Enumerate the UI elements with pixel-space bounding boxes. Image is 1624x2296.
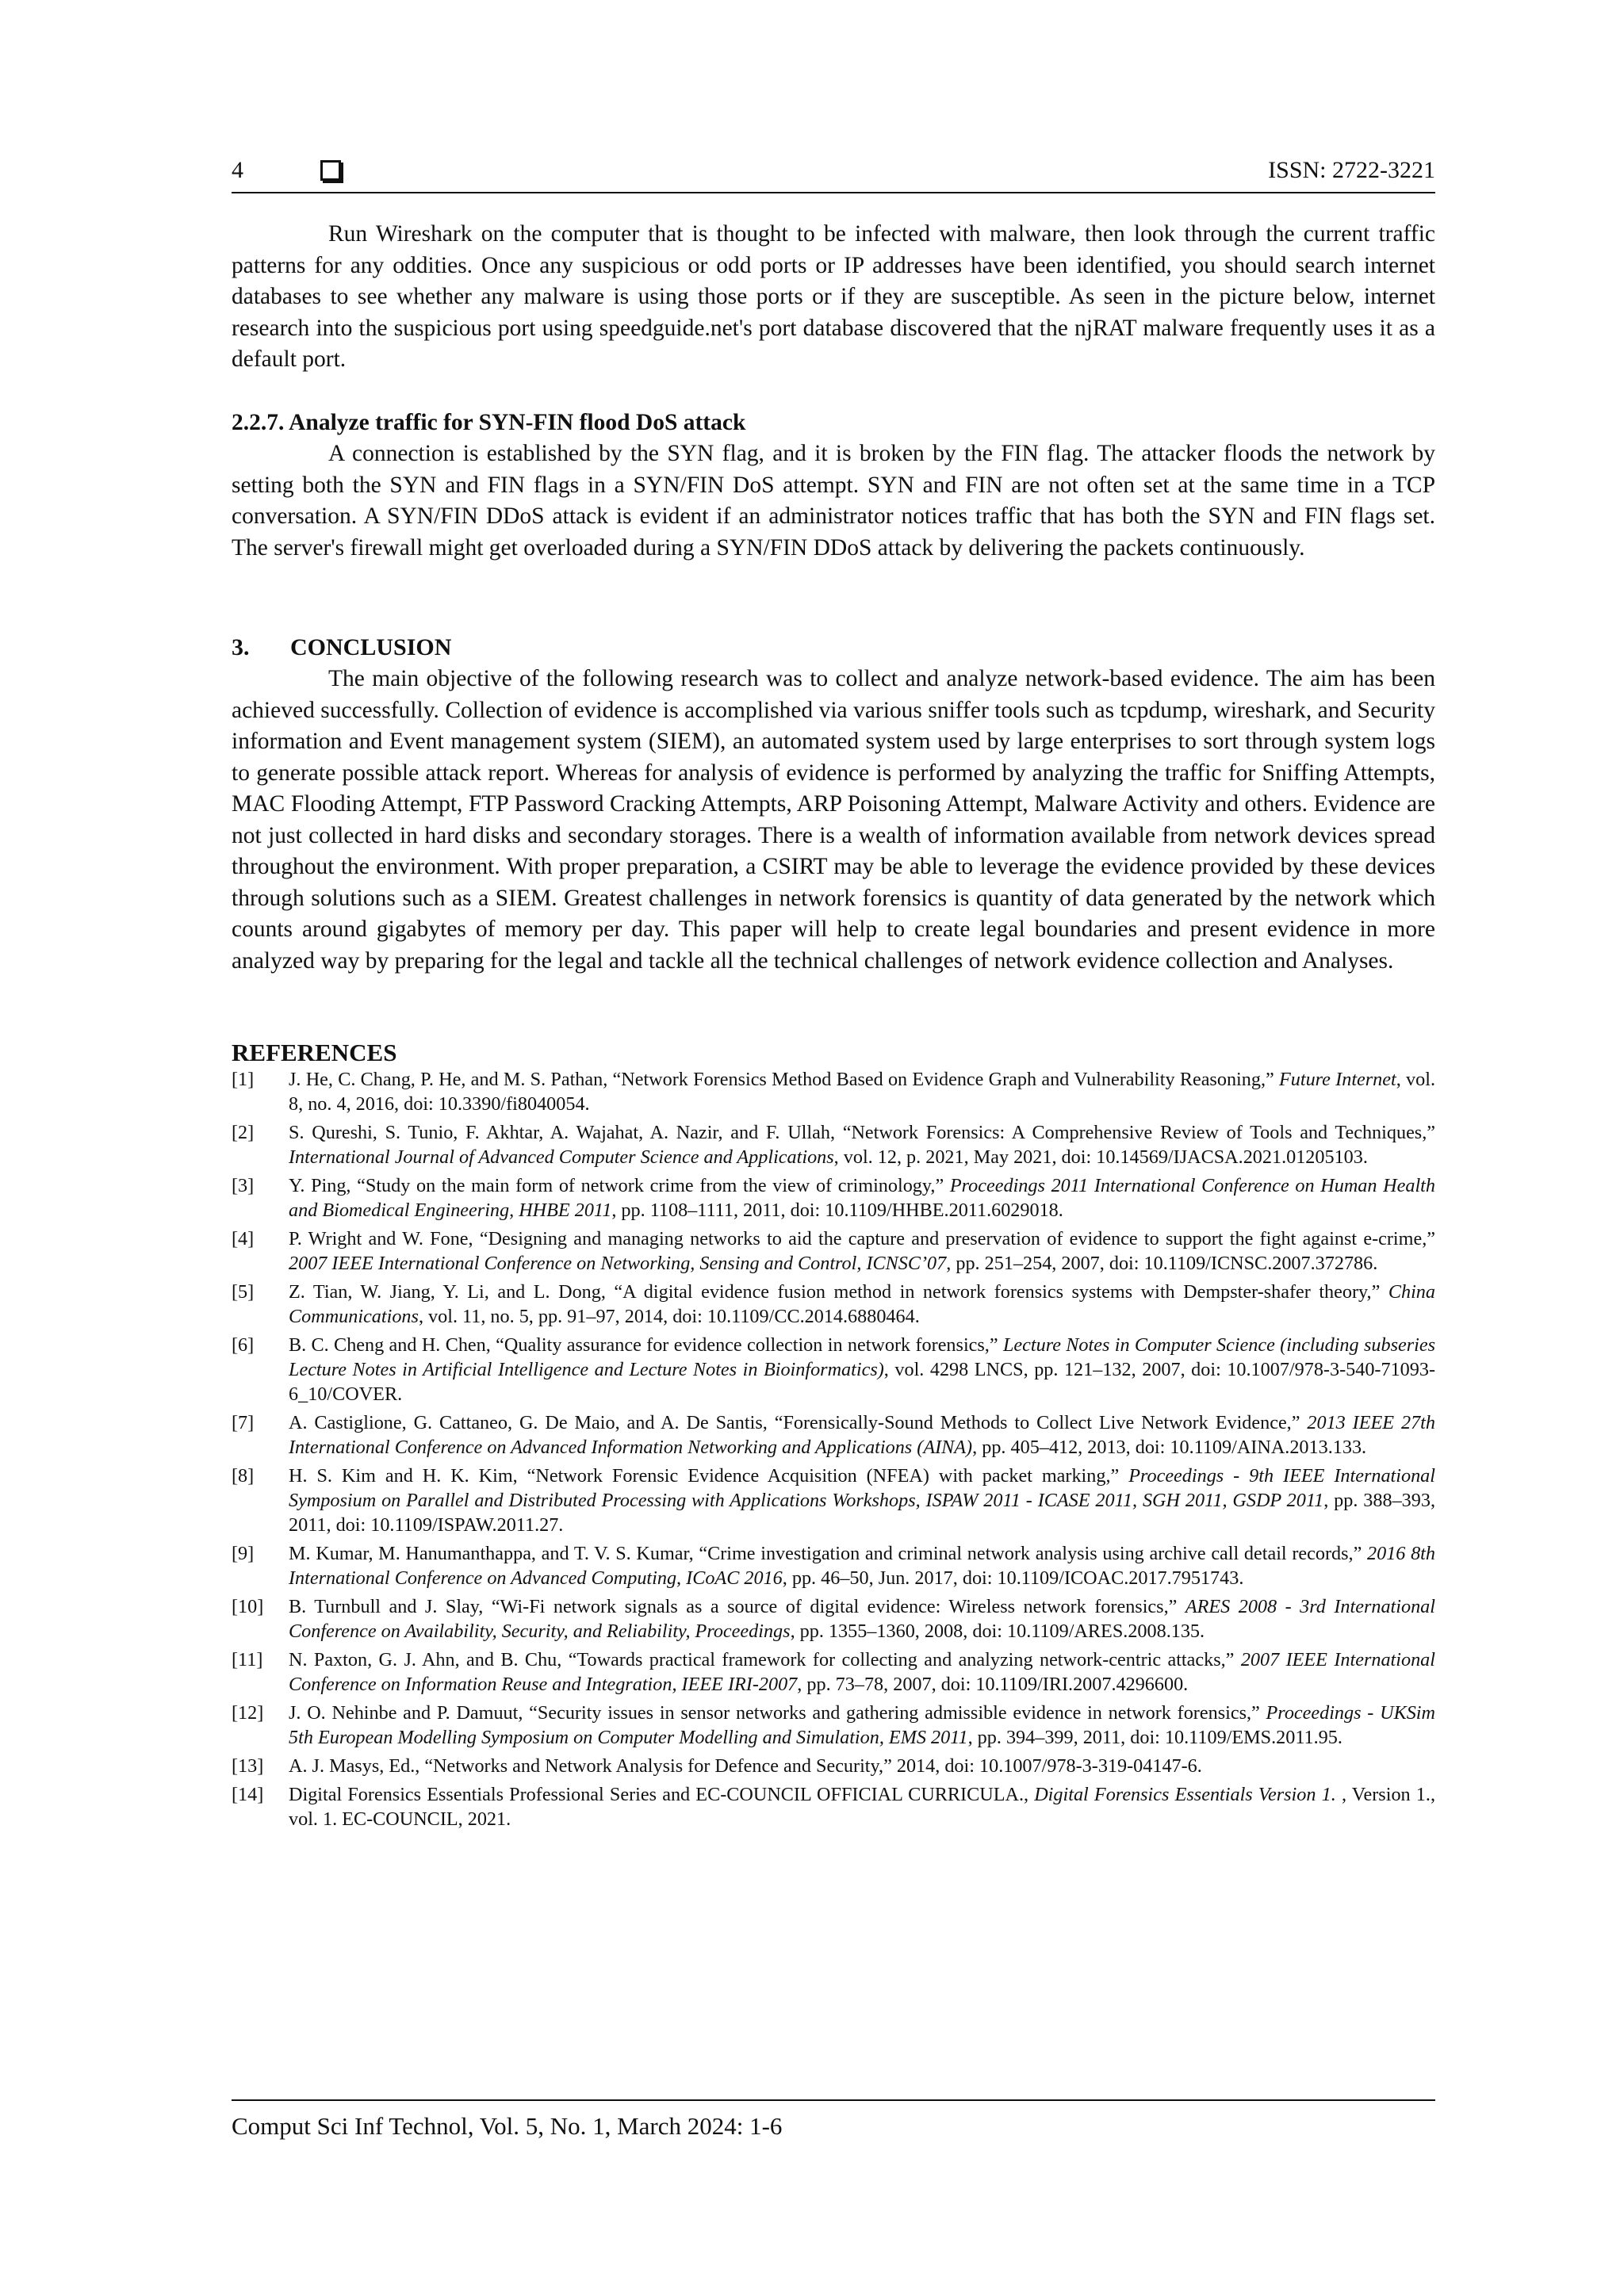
reference-number: [7] xyxy=(232,1412,255,1433)
reference-authors-title: S. Qureshi, S. Tunio, F. Akhtar, A. Wajahat, A. Nazir, and F. Ullah, “Network Forensics: A Comprehensive Review of Tools and Techniques,” xyxy=(289,1122,1435,1143)
reference-venue: International Journal of Advanced Computer Science and Applications xyxy=(289,1146,834,1168)
reference-venue: 2007 IEEE International Conference on Networking, Sensing and Control, ICNSC’07 xyxy=(289,1253,947,1274)
reference-venue: 2016 8th International Conference on Advanced Computing, ICoAC 2016 xyxy=(289,1543,1435,1589)
reference-venue: 2013 IEEE 27th International Conference on Advanced Information Networking and Applications (AINA) xyxy=(289,1412,1435,1458)
reference-details: , vol. 8, no. 4, 2016, doi: 10.3390/fi8040054. xyxy=(289,1069,1436,1115)
reference-number: [12] xyxy=(232,1702,264,1724)
reference-number: [8] xyxy=(232,1465,255,1487)
intro-paragraph: Run Wireshark on the computer that is thought to be infected with malware, then look through the current traffic patterns for any oddities. Once any suspicious or odd ports or IP addresses have been identified, you should search internet databases to see whether any malware is using those ports or if they are susceptible. As seen in the picture below, internet research into the suspicious port using speedguide.net's port database discovered that the njRAT malware frequently uses it as a default port. xyxy=(232,221,1435,372)
reference-item xyxy=(232,1754,1435,1778)
page-body xyxy=(232,219,1435,1835)
reference-item xyxy=(232,1541,1435,1590)
reference-authors-title: B. Turnbull and J. Slay, “Wi-Fi network signals as a source of digital evidence: Wireless network forensics,” xyxy=(289,1596,1185,1617)
conclusion-paragraph: The main objective of the following research was to collect and analyze network-based evidence. The aim has been achieved successfully. Collection of evidence is accomplished via various sniffer tools such as tcpdump, wireshark, and Security information and Event management system (SIEM), an automated system used by large enterprises to sort through system logs to generate possible attack report. Whereas for analysis of evidence is performed by analyzing the traffic for Sniffing Attempts, MAC Flooding Attempt, FTP Password Cracking Attempts, ARP Poisoning Attempt, Malware Activity and others. Evidence are not just collected in hard disks and secondary storages. There is a wealth of information available from network devices spread throughout the environment. With proper preparation, a CSIRT may be able to leverage the evidence provided by these devices through solutions such as a SIEM. Greatest challenges in network forensics is quantity of data generated by the network which counts around gigabytes of memory per day. This paper will help to create legal boundaries and present evidence in more analyzed way by preparing for the legal and tackle all the technical challenges of network evidence collection and Analyses. xyxy=(232,666,1435,974)
reference-item xyxy=(232,1333,1435,1406)
reference-number: [11] xyxy=(232,1649,263,1670)
reference-details: , pp. 73–78, 2007, doi: 10.1109/IRI.2007.4296600. xyxy=(797,1674,1189,1695)
reference-details: , vol. 12, p. 2021, May 2021, doi: 10.14569/IJACSA.2021.01205103. xyxy=(833,1146,1368,1168)
reference-details: , pp. 1108–1111, 2011, doi: 10.1109/HHBE.2011.6029018. xyxy=(611,1200,1063,1221)
conclusion-heading xyxy=(232,632,1435,664)
page-header xyxy=(232,157,1435,193)
reference-item xyxy=(232,1410,1435,1460)
reference-item xyxy=(232,1226,1435,1276)
reference-number: [2] xyxy=(232,1122,255,1143)
subsection-heading: 2.2.7. Analyze traffic for SYN-FIN flood DoS attack xyxy=(232,409,746,435)
reference-item xyxy=(232,1280,1435,1329)
reference-venue: Lecture Notes in Computer Science (including subseries Lecture Notes in Artificial Intelligence and Lecture Notes in Bioinformatics) xyxy=(289,1334,1436,1380)
reference-item xyxy=(232,1173,1435,1223)
subsection-paragraph: A connection is established by the SYN flag, and it is broken by the FIN flag. The attacker floods the network by setting both the SYN and FIN flags in a SYN/FIN DoS attempt. SYN and FIN are not often set at the same time in a TCP conversation. A SYN/FIN DDoS attack is evident if an administrator notices traffic that has both the SYN and FIN flags set. The server's firewall might get overloaded during a SYN/FIN DDoS attack by delivering the packets continuously. xyxy=(232,441,1435,561)
reference-authors-title: J. O. Nehinbe and P. Damuut, “Security issues in sensor networks and gathering admissible evidence in network forensics,” xyxy=(289,1702,1266,1724)
reference-authors-title: J. He, C. Chang, P. He, and M. S. Pathan, “Network Forensics Method Based on Evidence Graph and Vulnerability Reasoning,” xyxy=(289,1069,1279,1090)
reference-number: [6] xyxy=(232,1334,255,1356)
paper-page xyxy=(232,0,1435,2296)
reference-details: , pp. 1355–1360, 2008, doi: 10.1109/ARES.2008.135. xyxy=(790,1621,1205,1642)
reference-authors-title: P. Wright and W. Fone, “Designing and managing networks to aid the capture and preservation of evidence to support the fight against e-crime,” xyxy=(289,1228,1435,1249)
reference-list xyxy=(232,1067,1435,1831)
issn-label: ISSN: 2722-3221 xyxy=(1268,157,1435,183)
reference-authors-title: Y. Ping, “Study on the main form of network crime from the view of criminology,” xyxy=(289,1175,950,1196)
reference-details: , pp. 394–399, 2011, doi: 10.1109/EMS.2011.95. xyxy=(967,1727,1342,1748)
reference-item xyxy=(232,1464,1435,1537)
reference-number: [14] xyxy=(232,1784,264,1805)
reference-authors-title: B. C. Cheng and H. Chen, “Quality assurance for evidence collection in network forensics,” xyxy=(289,1334,1003,1356)
reference-item xyxy=(232,1647,1435,1697)
square-icon xyxy=(320,160,341,181)
reference-number: [1] xyxy=(232,1069,255,1090)
page-number: 4 xyxy=(232,157,243,183)
reference-venue: Proceedings - 9th IEEE International Symposium on Parallel and Distributed Processing with Applications Workshops, ISPAW 2011 - ICASE 2011, SGH 2011, GSDP 2011 xyxy=(289,1465,1435,1511)
reference-details: , pp. 46–50, Jun. 2017, doi: 10.1109/ICOAC.2017.7951743. xyxy=(782,1567,1244,1589)
reference-venue: ARES 2008 - 3rd International Conference on Availability, Security, and Reliability, Proceedings xyxy=(289,1596,1435,1642)
page-footer xyxy=(232,2099,1435,2141)
reference-number: [9] xyxy=(232,1543,255,1564)
reference-number: [13] xyxy=(232,1755,264,1777)
reference-item xyxy=(232,1594,1435,1644)
reference-authors-title: A. Castiglione, G. Cattaneo, G. De Maio, and A. De Santis, “Forensically-Sound Methods to Collect Live Network Evidence,” xyxy=(289,1412,1308,1433)
references-heading: REFERENCES xyxy=(232,1039,397,1066)
reference-details: , pp. 405–412, 2013, doi: 10.1109/AINA.2013.133. xyxy=(972,1437,1367,1458)
reference-authors-title: Digital Forensics Essentials Professional Series and EC-COUNCIL OFFICIAL CURRICULA., xyxy=(289,1784,1035,1805)
reference-number: [4] xyxy=(232,1228,255,1249)
reference-number: [5] xyxy=(232,1281,255,1303)
reference-venue: China Communications xyxy=(289,1281,1435,1327)
reference-details: , Version 1., vol. 1. EC-COUNCIL, 2021. xyxy=(289,1784,1435,1830)
reference-item xyxy=(232,1067,1435,1116)
reference-authors-title: N. Paxton, G. J. Ahn, and B. Chu, “Towards practical framework for collecting and analyzing network-centric attacks,” xyxy=(289,1649,1241,1670)
reference-authors-title: H. S. Kim and H. K. Kim, “Network Forensic Evidence Acquisition (NFEA) with packet marking,” xyxy=(289,1465,1129,1487)
journal-citation: Comput Sci Inf Technol, Vol. 5, No. 1, March 2024: 1-6 xyxy=(232,2112,783,2140)
reference-authors-title: A. J. Masys, Ed., “Networks and Network Analysis for Defence and Security,” 2014, doi: 10.1007/978-3-319-04147-6. xyxy=(289,1755,1202,1777)
section-title: CONCLUSION xyxy=(290,634,452,660)
reference-details: , pp. 388–393, 2011, doi: 10.1109/ISPAW.2011.27. xyxy=(289,1490,1436,1536)
section-number: 3. xyxy=(232,634,250,660)
reference-number: [3] xyxy=(232,1175,255,1196)
reference-details: , vol. 4298 LNCS, pp. 121–132, 2007, doi: 10.1007/978-3-540-71093-6_10/COVER. xyxy=(289,1359,1435,1405)
reference-item xyxy=(232,1701,1435,1750)
reference-details: , vol. 11, no. 5, pp. 91–97, 2014, doi: 10.1109/CC.2014.6880464. xyxy=(418,1306,920,1327)
reference-item xyxy=(232,1120,1435,1169)
reference-venue: Proceedings - UKSim 5th European Modelling Symposium on Computer Modelling and Simulation, EMS 2011 xyxy=(289,1702,1435,1748)
reference-authors-title: M. Kumar, M. Hanumanthappa, and T. V. S. Kumar, “Crime investigation and criminal network analysis using archive call detail records,” xyxy=(289,1543,1367,1564)
reference-authors-title: Z. Tian, W. Jiang, Y. Li, and L. Dong, “A digital evidence fusion method in network forensics systems with Dempster-shafer theory,” xyxy=(289,1281,1388,1303)
reference-venue: Future Internet xyxy=(1278,1069,1396,1090)
reference-venue: 2007 IEEE International Conference on Information Reuse and Integration, IEEE IRI-2007 xyxy=(289,1649,1435,1695)
reference-number: [10] xyxy=(232,1596,264,1617)
reference-item xyxy=(232,1782,1435,1831)
reference-venue: Proceedings 2011 International Conference on Human Health and Biomedical Engineering, HHBE 2011 xyxy=(289,1175,1435,1221)
reference-venue: Digital Forensics Essentials Version 1. xyxy=(1034,1784,1336,1805)
reference-details: , pp. 251–254, 2007, doi: 10.1109/ICNSC.2007.372786. xyxy=(946,1253,1378,1274)
